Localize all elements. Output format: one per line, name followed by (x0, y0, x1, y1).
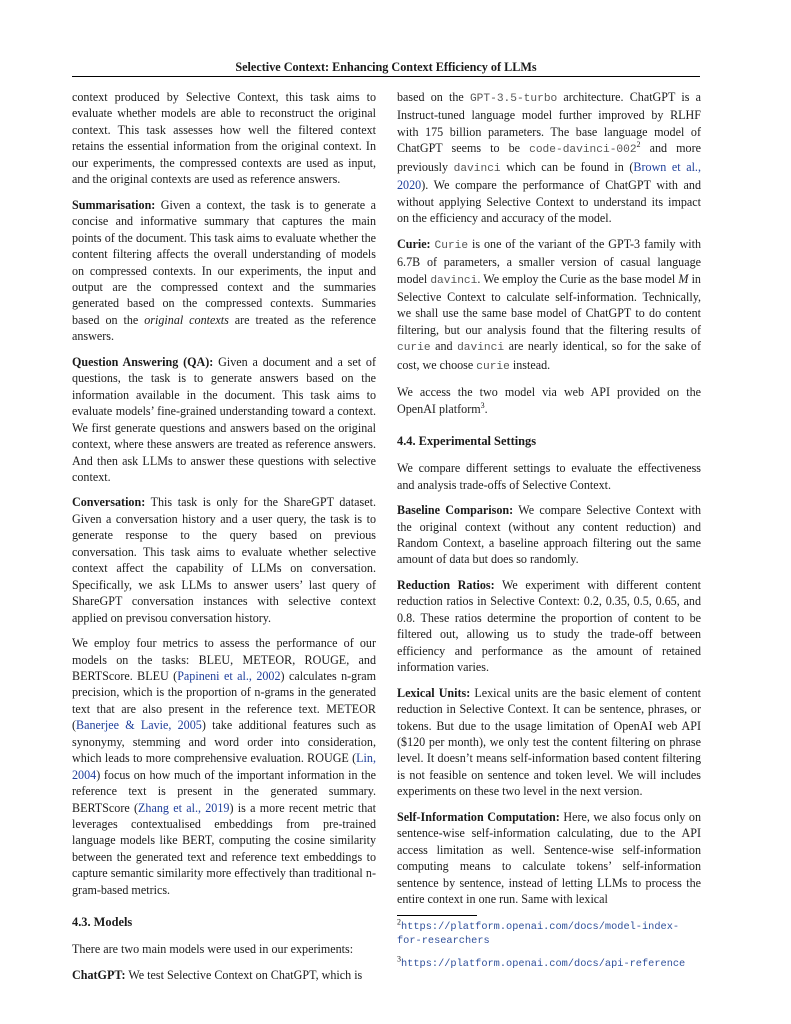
footnote-mark-2[interactable]: 2 (636, 140, 641, 150)
footnote-mark-3[interactable]: 3 (480, 400, 485, 410)
baseline-label: Baseline Comparison: (397, 503, 514, 518)
qa-label: Question Answering (QA): (72, 354, 214, 369)
citation-link[interactable]: Lin, 2004 (72, 751, 376, 782)
paragraph-lexical: Lexical Units: Lexical units are the basic element of content reduction in Selective Context. It can be sentence, phrases, or tokens. But due to the usage limitation of OpenAI web API ($120 per month), we only test the content filtering on phrase level. It doesn’t means self-information based content filtering is not feasible on sentence and token level. We will includes experiments on these two level in the next version. (397, 685, 701, 799)
citation-link[interactable]: Brown et al., 2020 (397, 159, 701, 193)
paragraph-conversation: Conversation: This task is only for the ShareGPT dataset. Given a conversation history and a user query, the task is to generate response to the query based on previous conversation. This task aims to evaluate whether selective context affect the capability of LLMs on conversation. Specifically, we ask LLMs to answer users’ last query of ShareGPT conversation instances with selective context applied on previsou conversation history. (72, 495, 376, 625)
paragraph-metrics: We employ four metrics to assess the performance of our models on the tasks: BLEU, METEOR, ROUGE, and BERTScore. BLEU (Papineni et al., 2002) calculates n-gram precision, which is the proportion of n-grams in the generated text that are also present in the reference text. METEOR (Banerjee & Lavie, 2005) take additional features such as synonymy, stemming and word order into consideration, which leads to more comprehensive evaluation. ROUGE (Lin, 2004) focus on how much of the important information in the reference text is present in the generated summary. BERTScore (Zhang et al., 2019) is a more recent metric that leverages contextualised embeddings from pre-trained language models like BERT, computing the cosine similarity between the generated text and reference text embeddings to capture semantic similarity more effectively than traditional n-gram-based metrics. (72, 636, 376, 897)
header-rule (72, 76, 700, 77)
paragraph-baseline: Baseline Comparison: We compare Selective Context with the original context (without any content reduction) and Random Context, a baseline approach filtering out the same amount of data but does so randomly. (397, 503, 702, 567)
right-column (397, 89, 701, 980)
citation-link[interactable]: Papineni et al., 2002 (177, 668, 281, 683)
code-gpt35: GPT-3.5-turbo (469, 93, 558, 105)
section-heading-experimental-settings: 4.4. Experimental Settings (397, 434, 537, 449)
lexical-label: Lexical Units: (397, 685, 471, 700)
footnote-url[interactable]: https://platform.openai.com/docs/model-index-for-researchers (397, 921, 680, 948)
self-information-label: Self-Information Computation: (397, 809, 560, 824)
paragraph-intro: context produced by Selective Context, this task aims to evaluate whether models are able to reconstruct the original context. This task assesses how well the filtered context retains the essential information from the original context. In our experiments, the compressed contexts are used as input, and the original contexts are used as reference answers. (72, 90, 376, 187)
chatgpt-label: ChatGPT: (72, 967, 126, 982)
citation-link[interactable]: Zhang et al., 2019 (138, 800, 230, 815)
paragraph-self-information: Self-Information Computation: Here, we also focus only on sentence-wise self-information calculating, due to the API access limitation as well. Sentence-wise self-information computing means to calculate tokens’ self-information sentence by sentence, instead of letting LLMs to process the entire context in one run. Same with lexical (397, 809, 701, 907)
citation-link[interactable]: Banerjee & Lavie, 2005 (76, 718, 202, 733)
paragraph-curie: Curie: Curie is one of the variant of the GPT-3 family with 6.7B of parameters, a smaller version of casual language model davinci. We employ the Curie as the base model M in Selective Context to calculate self-information. Technically, we shall use the same base model of ChatGPT to do content filtering, but our analysis found that the filtering results of curie and davinci are nearly identical, so for the sake of cost, we choose curie instead. (397, 236, 701, 373)
paragraph-access: We access the two model via web API provided on the OpenAI platform$^3$. (397, 385, 701, 416)
footnote-2: $^2$https://platform.openai.com/docs/model-index-for-researchers (397, 917, 680, 948)
paragraph-chatgpt: ChatGPT: We test Selective Context on ChatGPT, which is (72, 967, 363, 982)
left-column (72, 89, 376, 992)
running-title: Selective Context: Enhancing Context Efficiency of LLMs (235, 60, 537, 74)
summarisation-label: Summarisation: (72, 197, 156, 212)
paragraph-qa: Question Answering (QA): Given a document and a set of questions, the task is to generate answers based on the information available in the document. This task aims to evaluate models’ fine-grained understanding toward a context. We first generate questions and answers based on the original context, where these answers are treated as reference answers. And then ask LLMs to answer these questions with selective context. (72, 354, 376, 484)
conversation-label: Conversation: (72, 495, 146, 510)
paragraph-models-intro: There are two main models were used in our experiments: (72, 942, 354, 957)
footnote-3: $^3$https://platform.openai.com/docs/api-reference (397, 954, 686, 971)
reduction-label: Reduction Ratios: (397, 577, 495, 592)
footnote-url[interactable]: https://platform.openai.com/docs/api-reference (401, 958, 686, 971)
curie-label: Curie: (397, 236, 431, 251)
code-davinci-002: code-davinci-002 (529, 144, 637, 157)
section-heading-models: 4.3. Models (72, 915, 133, 930)
code-davinci: davinci (453, 162, 501, 175)
paragraph-chatgpt-continued: based on the GPT-3.5-turbo architecture. ChatGPT is a Instruct-tuned language model further improved by RLHF with 175 billion parameters. The base language model of ChatGPT seems to be code-$davinci-002^2$ and more previously davinci which can be found in (Brown et al., 2020). We compare the performance of ChatGPT with and without applying Selective Context to understand its impact on the efficiency and accuracy of the model. (397, 90, 701, 226)
paragraph-settings-intro: We compare different settings to evaluate the effectiveness and analysis trade-offs of Selective Context. (397, 461, 701, 492)
paragraph-reduction: Reduction Ratios: We experiment with different content reduction ratios in Selective Context: 0.2, 0.35, 0.5, 0.65, and 0.8. These ratios determine the proportion of content to be filtered out, allowing us to study the trade-off between efficiency and performance as the amount of retained information varies. (397, 577, 701, 675)
footnote-rule (397, 915, 477, 916)
paragraph-summarisation: Summarisation: Given a context, the task is to generate a concise and informative summary that captures the main points of the document. This task aims to evaluate whether the content filtering affects the overall understanding of models on compressed contexts. In our experiments, the input and output are the compressed context and the summaries generated based on the compressed contexts. Summaries based on the original contexts are treated as the reference answers. (72, 197, 376, 344)
